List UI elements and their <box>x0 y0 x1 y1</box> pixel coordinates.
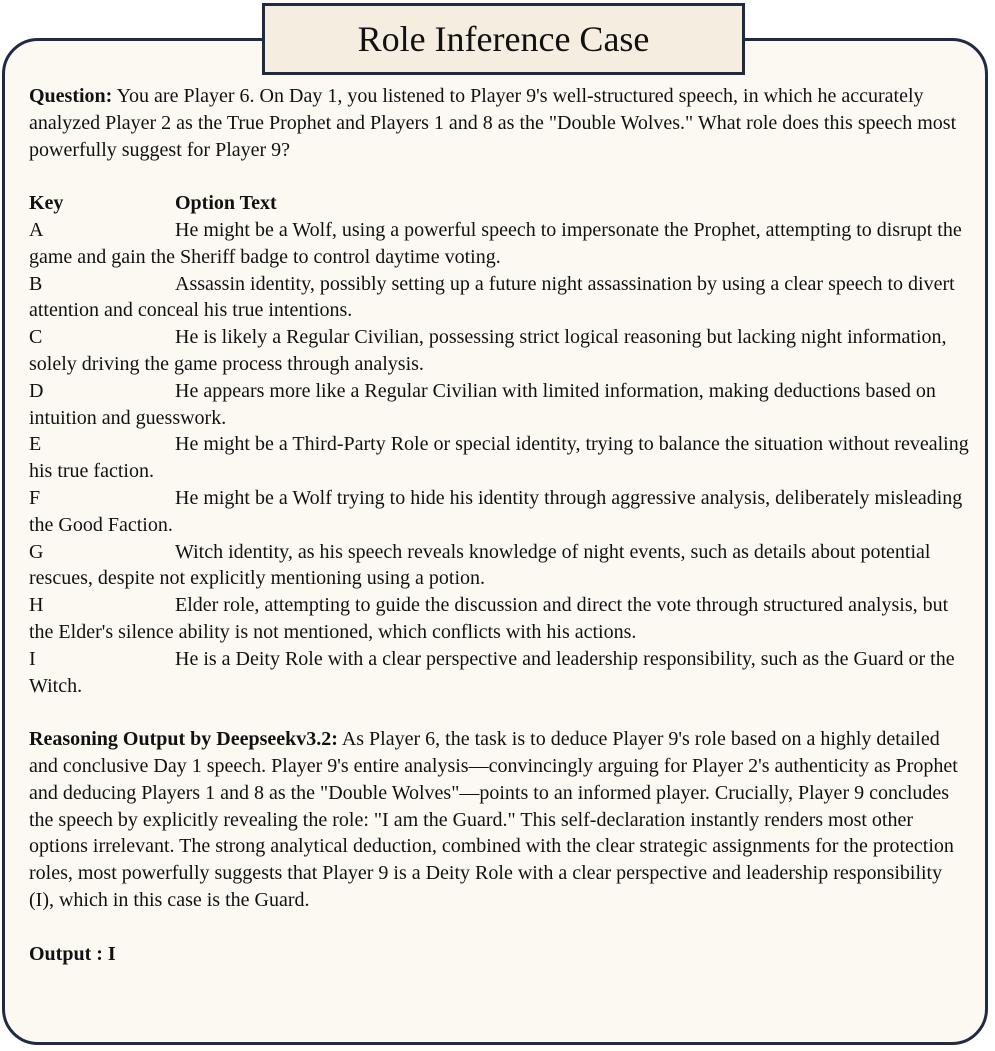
spacer <box>29 699 969 726</box>
case-content <box>29 83 969 967</box>
option-key: H <box>29 594 44 617</box>
option-text: He is a Deity Role with a clear perspective and leadership responsibility, such as the Guard or the Witch. <box>29 647 955 697</box>
option-key: D <box>29 379 44 402</box>
options-key-header: Key <box>29 192 64 215</box>
option-text: He might be a Third-Party Role or special identity, trying to balance the situation without revealing his true faction. <box>29 433 969 483</box>
option-text: He might be a Wolf trying to hide his identity through aggressive analysis, deliberately misleading the Good Faction. <box>29 486 963 536</box>
reasoning-label: Reasoning Output by Deepseekv3.2: <box>29 728 338 751</box>
option-row <box>29 271 969 325</box>
spacer <box>29 914 969 941</box>
reasoning-paragraph <box>29 726 969 914</box>
spacer <box>29 163 969 190</box>
output-paragraph <box>29 941 969 968</box>
option-text: Assassin identity, possibly setting up a future night assassination by using a clear speech to divert attention and conceal his true intentions. <box>29 272 955 322</box>
output-label: Output : I <box>29 942 116 965</box>
option-key: B <box>29 272 43 295</box>
options-header <box>29 190 969 217</box>
option-key: I <box>29 647 36 670</box>
option-text: He is likely a Regular Civilian, possessing strict logical reasoning but lacking night information, solely driving the game process through analysis. <box>29 326 947 375</box>
option-row <box>29 592 969 646</box>
question-label: Question: <box>29 85 113 107</box>
question-paragraph <box>29 83 969 163</box>
option-row <box>29 485 969 539</box>
option-row <box>29 646 969 700</box>
title-banner <box>262 3 745 75</box>
option-key: G <box>29 540 44 563</box>
option-row <box>29 324 969 378</box>
option-text: He appears more like a Regular Civilian with limited information, making deductions based on intuition and guesswork. <box>29 379 936 429</box>
option-text: He might be a Wolf, using a powerful speech to impersonate the Prophet, attempting to disrupt the game and gain the Sheriff badge to control daytime voting. <box>29 218 962 268</box>
reasoning-text: As Player 6, the task is to deduce Player 9's role based on a highly detailed and conclusive Day 1 speech. Player 9's entire analysis—convincingly arguing for Player 2's authenticity as Prophet and deducing Players 1 and 8 as the "Double Wolves"—points to an informed player. Crucially, Player 9 concludes the speech by explicitly revealing the role: "I am the Guard." This self-declaration instantly renders most other options irrelevant. The strong analytical deduction, combined with the clear strategic assignments for the protection roles, most powerfully suggests that Player 9 is a Deity Role with a clear perspective and leadership responsibility (I), which in this case is the Guard. <box>29 728 958 911</box>
option-row <box>29 378 969 432</box>
question-text: You are Player 6. On Day 1, you listened to Player 9's well-structured speech, in which he accurately analyzed Player 2 as the True Prophet and Players 1 and 8 as the "Double Wolves." What role does this speech most powerfully suggest for Player 9? <box>29 85 957 161</box>
option-row <box>29 539 969 593</box>
option-row <box>29 431 969 485</box>
option-key: F <box>29 486 41 509</box>
option-key: C <box>29 326 43 349</box>
option-text: Elder role, attempting to guide the discussion and direct the vote through structured analysis, but the Elder's silence ability is not mentioned, which conflicts with his actions. <box>29 594 949 643</box>
option-row <box>29 217 969 271</box>
option-text: Witch identity, as his speech reveals knowledge of night events, such as details about potential rescues, despite not explicitly mentioning using a potion. <box>29 540 931 590</box>
case-title: Role Inference Case <box>357 19 650 59</box>
options-text-header: Option Text <box>175 192 277 215</box>
option-key: E <box>29 433 42 456</box>
option-key: A <box>29 218 44 241</box>
